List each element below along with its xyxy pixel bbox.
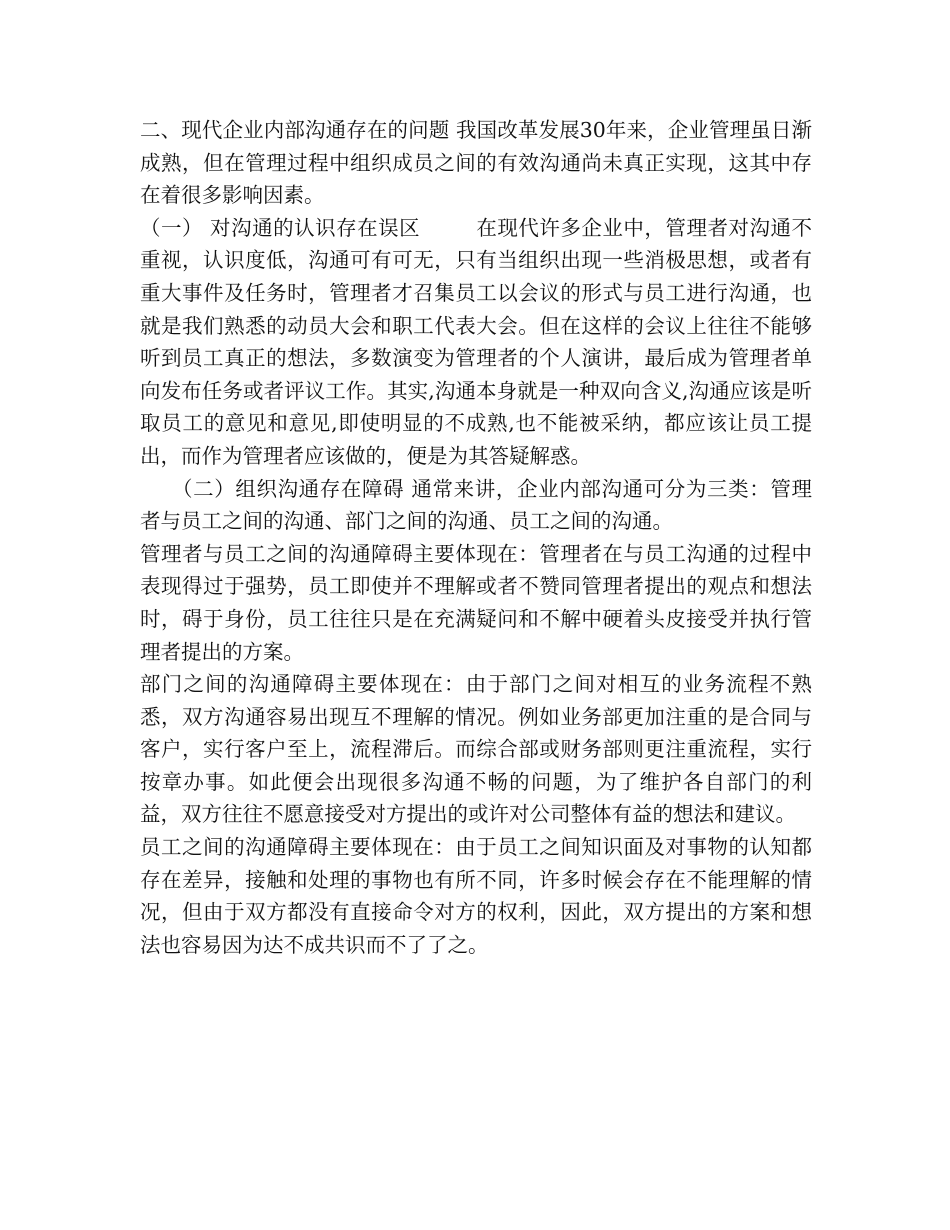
paragraph-subsection-two: （二）组织沟通存在障碍 通常来讲，企业内部沟通可分为三类：管理者与员工之间的沟通、部门之间的沟通、员工之间的沟通。 <box>140 476 812 534</box>
paragraph-section-two-intro: 二、现代企业内部沟通存在的问题 我国改革发展30年来，企业管理虽日渐成熟，但在管理过程中组织成员之间的有效沟通尚未真正实现，这其中存在着很多影响因素。 <box>140 118 812 208</box>
paragraph-subsection-one: （一） 对沟通的认识存在误区 在现代许多企业中，管理者对沟通不重视，认识度低，沟通可有可无，只有当组织出现一些消极思想，或者有重大事件及任务时，管理者才召集员工以会议的形式与员工进行沟通，也就是我们熟悉的动员大会和职工代表大会。但在这样的会议上往往不能够听到员工真正的想法，多数演变为管理者的个人演讲，最后成为管理者单向发布任务或者评议工作。其实,沟通本身就是一种双向含义,沟通应该是听取员工的意见和意见,即使明显的不成熟,也不能被采纳，都应该让员工提出，而作为管理者应该做的，便是为其答疑解惑。 <box>140 215 812 468</box>
document-body <box>140 114 812 961</box>
paragraph-employee-barrier: 员工之间的沟通障碍主要体现在：由于员工之间知识面及对事物的认知都存在差异，接触和处理的事物也有所不同，许多时候会存在不能理解的情况，但由于双方都没有直接命令对方的权利，因此，双方提出的方案和想法也容易因为达不成共识而不了了之。 <box>140 835 812 957</box>
paragraph-department-barrier: 部门之间的沟通障碍主要体现在：由于部门之间对相互的业务流程不熟悉，双方沟通容易出现互不理解的情况。例如业务部更加注重的是合同与客户，实行客户至上，流程滞后。而综合部或财务部则更注重流程，实行按章办事。如此便会出现很多沟通不畅的问题，为了维护各自部门的利益，双方往往不愿意接受对方提出的或许对公司整体有益的想法和建议。 <box>140 672 812 827</box>
paragraph-manager-employee-barrier: 管理者与员工之间的沟通障碍主要体现在：管理者在与员工沟通的过程中表现得过于强势，员工即使并不理解或者不赞同管理者提出的观点和想法时，碍于身份，员工往往只是在充满疑问和不解中硬着头皮接受并执行管理者提出的方案。 <box>140 541 812 664</box>
